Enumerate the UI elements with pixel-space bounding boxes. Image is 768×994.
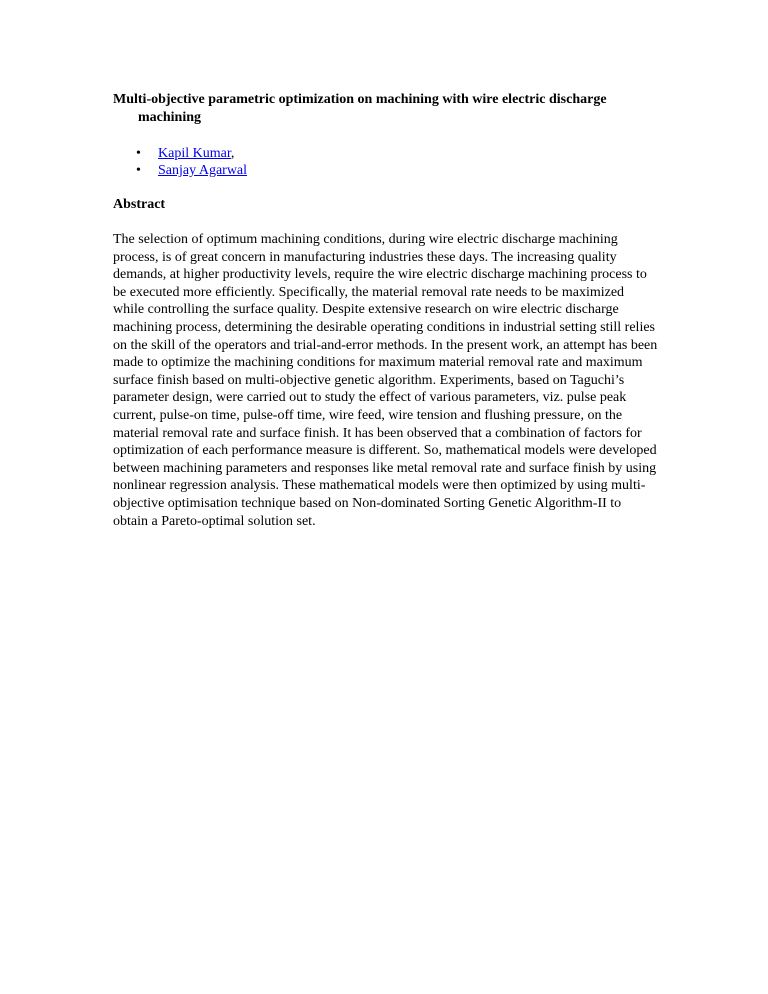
- author-item: [113, 145, 658, 162]
- author-separator: ,: [230, 146, 235, 161]
- abstract-paragraph: The selection of optimum machining conditions, during wire electric discharge machining process, is of great concern in manufacturing industries these days. The increasing quality demands, at higher productivity levels, require the wire electric discharge machining process to be executed more efficiently. Specifically, the material removal rate needs to be maximized while controlling the surface quality. Despite extensive research on wire electric discharge machining process, determining the desirable operating conditions in industrial setting still relies on the skill of the operators and trial-and-error methods. In the present work, an attempt has been made to optimize the machining conditions for maximum material removal rate and maximum surface finish based on multi-objective genetic algorithm. Experiments, based on Taguchi’s parameter design, were carried out to study the effect of various parameters, viz. pulse peak current, pulse-on time, pulse-off time, wire feed, wire tension and flushing pressure, on the material removal rate and surface finish. It has been observed that a combination of factors for optimization of each performance measure is different. So, mathematical models were developed between machining parameters and responses like metal removal rate and surface finish by using nonlinear regression analysis. These mathematical models were then optimized by using multi-objective optimisation technique based on Non-dominated Sorting Genetic Algorithm-II to obtain a Pareto-optimal solution set.: [113, 232, 658, 529]
- author-link-kapil-kumar[interactable]: Kapil Kumar: [158, 146, 231, 161]
- paper-page: [113, 91, 658, 530]
- author-list: [113, 145, 658, 179]
- author-item: [113, 162, 658, 179]
- bullet-icon: •: [136, 146, 141, 161]
- abstract-heading: Abstract: [113, 197, 166, 212]
- author-link-sanjay-agarwal[interactable]: Sanjay Agarwal: [158, 163, 248, 178]
- paper-title: Multi-objective parametric optimization on machining with wire electric discharge machining: [113, 92, 607, 125]
- bullet-icon: •: [136, 163, 141, 178]
